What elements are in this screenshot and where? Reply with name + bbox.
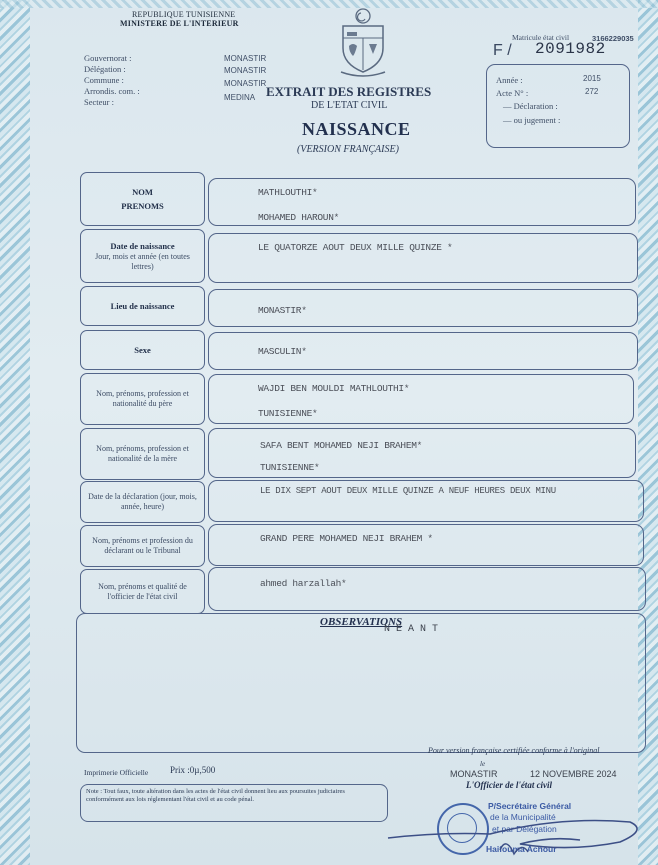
value-mere-nom: SAFA BENT MOHAMED NEJI BRAHEM* [260, 440, 423, 451]
ministry-name: MINISTERE DE L'INTERIEUR [120, 19, 239, 28]
acte-number-label: Acte N° : [496, 88, 529, 98]
signature-line2: de la Municipalité [490, 812, 556, 822]
certified-text: Pour version française certifiée conforme à l'original [428, 746, 600, 755]
label-declarant [80, 525, 205, 567]
signature-line1: P/Secrétaire Général [488, 801, 572, 811]
value-date-naissance: LE QUATORZE AOUT DEUX MILLE QUINZE * [258, 242, 453, 253]
issue-date: 12 NOVEMBRE 2024 [530, 769, 617, 779]
annee-label: Année : [496, 75, 523, 85]
label-declarant-text: Nom, prénoms et profession du déclarant ou le Tribunal [92, 536, 193, 555]
admin-label-delegation: Délégation : [84, 64, 126, 74]
issue-place: MONASTIR [450, 769, 498, 779]
form-prefix: F / [493, 42, 512, 59]
value-pere-nationalite: TUNISIENNE* [258, 408, 318, 419]
value-officier: ahmed harzallah* [260, 578, 347, 589]
matricule-label: Matricule état civil [512, 33, 570, 42]
officer-title: L'Officier de l'état civil [466, 780, 553, 790]
printer-name: Imprimerie Officielle [84, 768, 149, 777]
label-mere [80, 428, 205, 480]
admin-value-delegation: MONASTIR [224, 66, 267, 75]
jugement-label: — ou jugement : [503, 115, 561, 125]
label-lieu-naissance-title: Lieu de naissance [110, 300, 175, 311]
admin-label-gouvernorat: Gouvernorat : [84, 53, 132, 63]
value-nom: MATHLOUTHI* [258, 187, 318, 198]
top-decorative-border [0, 0, 658, 8]
document-title: NAISSANCE [302, 119, 411, 139]
admin-value-arrondissement: MEDINA [224, 93, 256, 102]
label-declaration [80, 481, 205, 523]
value-cell-declarant [208, 524, 644, 566]
admin-label-arrondissement: Arrondis. com. : [84, 86, 140, 96]
value-declarant: GRAND PERE MOHAMED NEJI BRAHEM * [260, 533, 433, 544]
signature-line3: et par Délégation [492, 824, 557, 834]
label-sexe [80, 330, 205, 370]
value-mere-nationalite: TUNISIENNE* [260, 462, 320, 473]
title-line2: DE L'ETAT CIVIL [311, 100, 388, 111]
tunisia-coat-of-arms-icon [337, 6, 389, 91]
admin-value-gouvernorat: MONASTIR [224, 54, 267, 63]
price: Prix :0µ,500 [170, 765, 216, 775]
label-officier-text: Nom, prénoms et qualité de l'officier de l'état civil [98, 581, 187, 601]
value-prenoms: MOHAMED HAROUN* [258, 212, 340, 223]
label-date-naissance [80, 229, 205, 283]
label-mere-text: Nom, prénoms, profession et nationalité de la mère [96, 444, 189, 463]
document-version: (VERSION FRANÇAISE) [297, 144, 399, 155]
label-date-naissance-title: Date de naissance [110, 240, 175, 251]
label-date-naissance-sub: Jour, mois et année (en toutes lettres) [95, 251, 190, 271]
legal-note: Note : Tout faux, toute altération dans les actes de l'état civil donnent lieu aux poursuites judiciaires conformément aux lois réglementant l'état civil et au code pénal. [86, 788, 345, 803]
acte-number-value: 272 [585, 87, 599, 96]
value-declaration: LE DIX SEPT AOUT DEUX MILLE QUINZE A NEUF HEURES DEUX MINU [260, 486, 556, 496]
label-pere-text: Nom, prénoms, profession et nationalité du père [96, 389, 189, 408]
value-pere-nom: WAJDI BEN MOULDI MATHLOUTHI* [258, 383, 410, 394]
label-declaration-text: Date de la déclaration (jour, mois, année, heure) [88, 492, 197, 511]
value-cell-officier [208, 567, 646, 611]
annee-value: 2015 [583, 74, 601, 83]
observations-title: OBSERVATIONS [320, 616, 403, 628]
handwritten-signature [380, 806, 650, 862]
country-name: REPUBLIQUE TUNISIENNE [132, 10, 236, 19]
label-nom-prenoms [80, 172, 205, 226]
label-lieu-naissance [80, 286, 205, 326]
signatory-name: Haifouma Achour [486, 844, 557, 854]
label-sexe-title: Sexe [134, 344, 151, 355]
title-line1: EXTRAIT DES REGISTRES [266, 84, 432, 99]
issue-le: le [480, 760, 486, 768]
declaration-label: — Déclaration : [503, 101, 558, 111]
form-number: 2091982 [535, 40, 606, 58]
admin-label-commune: Commune : [84, 75, 124, 85]
label-officier [80, 569, 205, 614]
admin-value-commune: MONASTIR [224, 79, 267, 88]
observations-box [76, 613, 646, 753]
matricule-value: 3166229035 [592, 34, 634, 43]
value-sexe: MASCULIN* [258, 346, 307, 357]
label-pere [80, 373, 205, 425]
value-cell-date-naissance [208, 233, 638, 283]
value-lieu-naissance: MONASTIR* [258, 305, 307, 316]
label-nom: NOM [132, 186, 153, 197]
admin-label-secteur: Secteur : [84, 97, 114, 107]
left-decorative-border [0, 0, 30, 865]
label-prenoms: PRENOMS [121, 200, 164, 211]
observations-value: N E A N T [384, 624, 439, 635]
